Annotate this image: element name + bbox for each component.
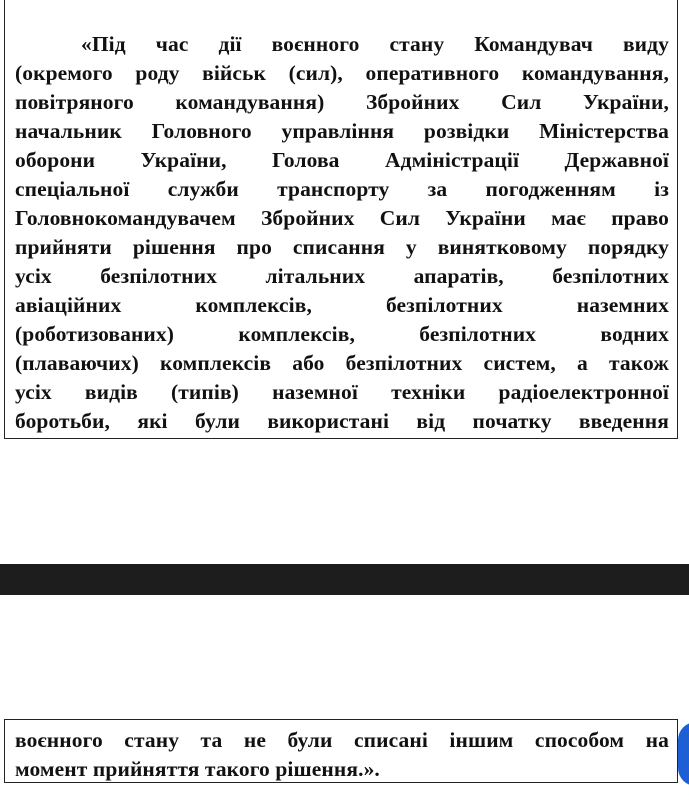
text-line: (роботизованих) комплексів, безпілотних водних	[15, 322, 669, 346]
legal-paragraph	[15, 30, 669, 436]
text-line: боротьби, які були використані від початку введення	[15, 409, 669, 433]
text-line: начальник Головного управління розвідки Міністерства	[15, 119, 669, 143]
text-line: прийняти рішення про списання у винятковому порядку	[15, 235, 669, 259]
text-line: повітряного командування) Збройних Сил України,	[15, 90, 669, 114]
text-line: Головнокомандувачем Збройних Сил України має право	[15, 206, 669, 230]
text-line: усіх безпілотних літальних апаратів, безпілотних	[15, 264, 669, 288]
document-fragment-top	[4, 0, 678, 439]
legal-paragraph-continuation	[15, 726, 669, 784]
floating-side-button[interactable]	[678, 722, 689, 786]
dark-separator-band	[0, 564, 689, 595]
text-line: оборони України, Голова Адміністрації Державної	[15, 148, 669, 172]
text-line: воєнного стану та не були списані іншим способом на	[15, 728, 669, 752]
text-line: (окремого роду військ (сил), оперативного командування,	[15, 61, 669, 85]
text-line: момент прийняття такого рішення.».	[15, 757, 380, 781]
text-line: усіх видів (типів) наземної техніки радіоелектронної	[15, 380, 669, 404]
text-line: «Під час дії воєнного стану Командувач виду	[81, 32, 669, 56]
text-line: (плаваючих) комплексів або безпілотних систем, а також	[15, 351, 669, 375]
text-line: авіаційних комплексів, безпілотних наземних	[15, 293, 669, 317]
text-line: спеціальної служби транспорту за погодженням із	[15, 177, 669, 201]
document-fragment-bottom	[4, 719, 678, 783]
